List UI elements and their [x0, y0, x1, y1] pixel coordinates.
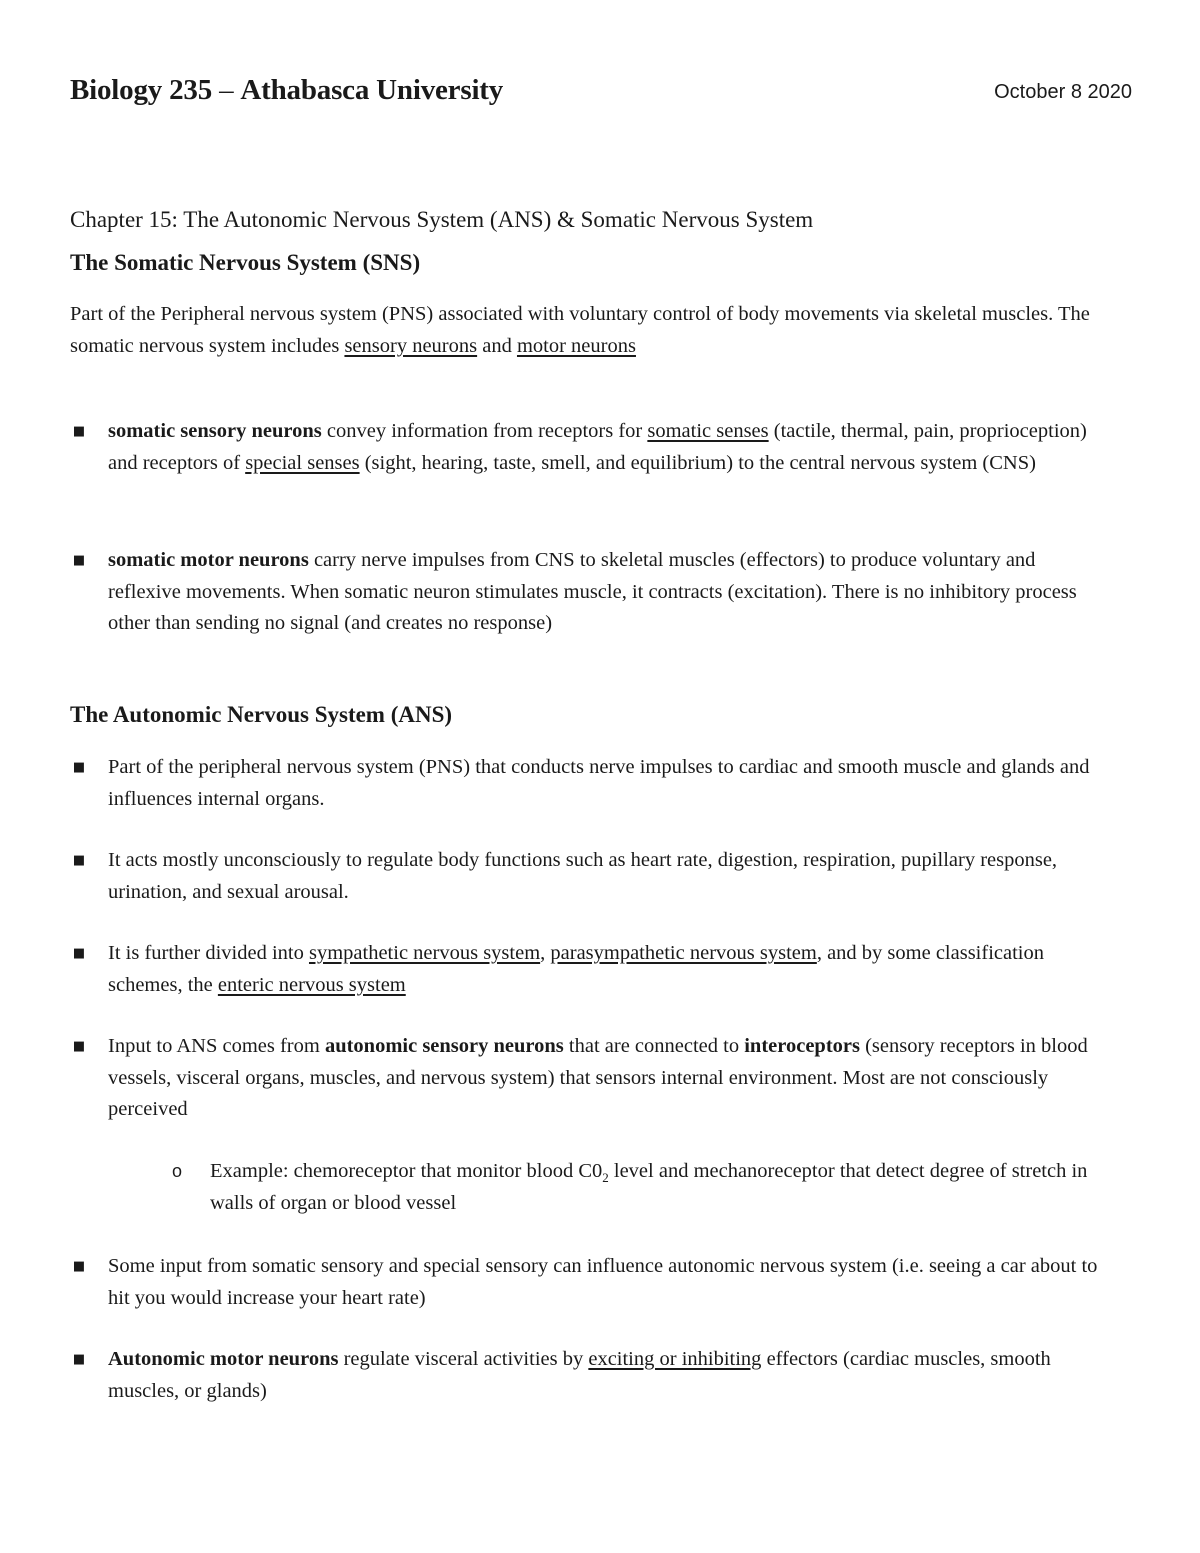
bullet-icon: ■ — [72, 853, 86, 868]
bold-term: autonomic sensory neurons — [324, 1035, 564, 1057]
circle-bullet-icon: o — [172, 1161, 183, 1181]
page-title — [70, 70, 1132, 110]
subscript: 2 — [602, 1170, 609, 1186]
text-run: that are connected to — [563, 1035, 745, 1057]
section-title-sns: The Somatic Nervous System (SNS) — [70, 250, 421, 275]
text-run: Example: chemoreceptor that monitor blood C0 — [210, 1160, 603, 1182]
bullet-icon: ■ — [72, 760, 86, 775]
bullet-icon: ■ — [72, 424, 86, 439]
text-run: level and mechanoreceptor that detect degree of stretch in walls of organ or blood vessel — [210, 1160, 1088, 1214]
list-item — [72, 416, 1108, 479]
text-run: It acts mostly unconsciously to regulate body functions such as heart rate, digestion, respiration, pupillary response, urination, and sexual arousal. — [108, 849, 1058, 903]
bold-term: interoceptors — [744, 1035, 860, 1057]
bullet-icon: ■ — [72, 1352, 86, 1367]
text-run: , and by some classification schemes, the — [108, 942, 1044, 996]
document-date: October 8 2020 — [994, 81, 1132, 103]
underlined-term: motor neurons — [516, 334, 636, 357]
text-run: effectors (cardiac muscles, smooth muscles, or glands) — [108, 1348, 1051, 1402]
university-name: Athabasca University — [240, 74, 504, 106]
list-item — [72, 938, 1108, 1001]
underlined-term: parasympathetic nervous system — [550, 942, 817, 964]
text-run: (sight, hearing, taste, smell, and equilibrium) to the central nervous system (CNS) — [359, 451, 1036, 474]
bullet-icon: ■ — [72, 553, 86, 568]
course-name: Biology 235 — [70, 74, 213, 106]
text-run: Part of the Peripheral nervous system (PNS) associated with voluntary control of body movements via skeletal muscles. The somatic nervous system includes — [70, 303, 1090, 357]
list-item — [72, 1031, 1108, 1126]
sub-list-item — [172, 1156, 1135, 1219]
list-item — [72, 1251, 1108, 1314]
text-run: Part of the peripheral nervous system (PNS) that conducts nerve impulses to cardiac and smooth muscle and glands and influences internal organs. — [108, 756, 1090, 810]
title-dash: – — [212, 74, 241, 106]
bold-term: somatic sensory neurons — [108, 420, 322, 442]
list-item — [72, 545, 1108, 640]
bullet-icon: ■ — [72, 1039, 86, 1054]
bullet-icon: ■ — [72, 1259, 86, 1274]
bold-term: Autonomic motor neurons — [108, 1348, 339, 1370]
underlined-term: somatic senses — [647, 420, 769, 442]
text-run: (tactile, thermal, pain, proprioception) and receptors of — [108, 420, 1087, 474]
text-run: Some input from somatic sensory and special sensory can influence autonomic nervous system (i.e. seeing a car about to hit you would increase your heart rate) — [108, 1255, 1098, 1309]
document-header — [70, 70, 1132, 232]
underlined-term: exciting or inhibiting — [588, 1348, 762, 1370]
text-run: (sensory receptors in blood vessels, visceral organs, muscles, and nervous system) that sensors internal environment. Most are not consciously perceived — [108, 1035, 1088, 1120]
underlined-term: sympathetic nervous system — [308, 942, 541, 964]
text-run: Input to ANS comes from — [108, 1035, 325, 1057]
text-run: and — [477, 334, 517, 357]
sns-intro-paragraph — [70, 299, 1130, 362]
list-item — [72, 1344, 1108, 1407]
underlined-term: special senses — [245, 451, 360, 474]
section-title-ans: The Autonomic Nervous System (ANS) — [70, 702, 453, 727]
text-run: It is further divided into — [108, 942, 309, 964]
underlined-term: enteric nervous system — [217, 973, 406, 996]
chapter-heading: Chapter 15: The Autonomic Nervous System (ANS) & Somatic Nervous System — [70, 207, 814, 232]
text-run: convey information from receptors for — [321, 420, 648, 442]
list-item — [72, 752, 1108, 815]
text-run: regulate visceral activities by — [338, 1348, 589, 1370]
bullet-icon: ■ — [72, 946, 86, 961]
list-item — [72, 845, 1108, 908]
bold-term: somatic motor neurons — [108, 549, 309, 571]
text-run: , — [540, 942, 551, 964]
text-run: carry nerve impulses from CNS to skeletal muscles (effectors) to produce voluntary and reflexive movements. When somatic neuron stimulates muscle, it contracts (excitation). There is no inhibitory process other than sending no signal (and creates no response) — [108, 549, 1077, 634]
underlined-term: sensory neurons — [344, 334, 478, 357]
